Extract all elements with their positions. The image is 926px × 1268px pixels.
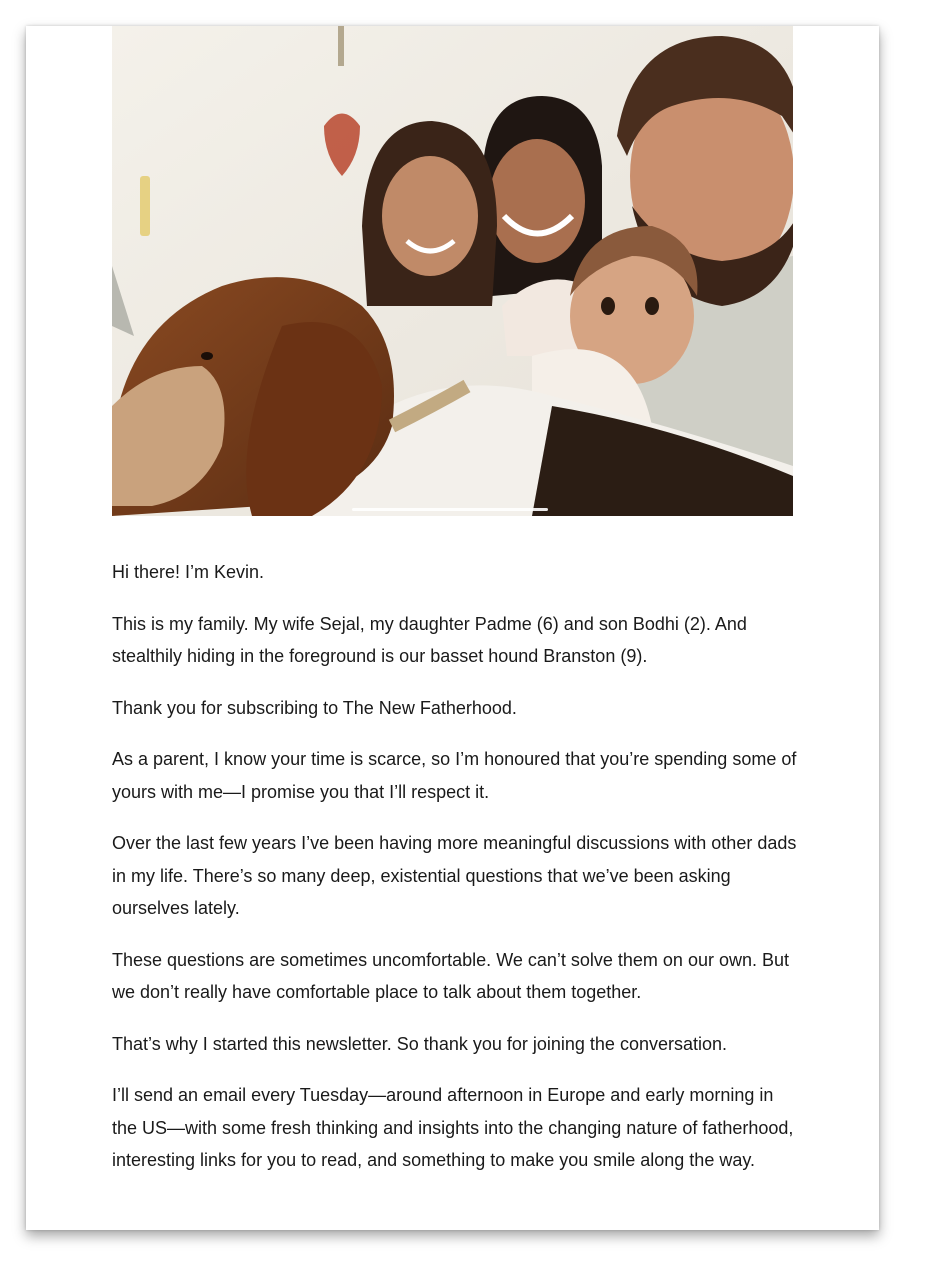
paragraph-time: As a parent, I know your time is scarce, so I’m honoured that you’re spending some of yours with me—I promise you that I’ll respect it. [112,749,797,802]
family-photo [112,26,793,516]
paragraph-questions: These questions are sometimes uncomfortable. We can’t solve them on our own. But we don’t really have comfortable place to talk about them together. [112,949,790,1002]
letter-body [112,556,802,1196]
paragraph-why: That’s why I started this newsletter. So thank you for joining the conversation. [112,1033,727,1054]
newsletter-card [26,26,879,1230]
paragraph-family: This is my family. My wife Sejal, my daughter Padme (6) and son Bodhi (2). And stealthily hiding in the foreground is our basset hound Branston (9). [112,613,747,666]
image-scrubber-bar [352,508,548,511]
paragraph-schedule: I’ll send an email every Tuesday—around afternoon in Europe and early morning in the US—with some fresh thinking and insights into the changing nature of fatherhood, interesting links for you to read, and something to make you smile along the way. [112,1085,794,1170]
bottom-fade [26,1204,879,1230]
paragraph-greeting: Hi there! I’m Kevin. [112,562,265,582]
paragraph-thanks: Thank you for subscribing to The New Fatherhood. [112,697,517,718]
paragraph-discussions: Over the last few years I’ve been having more meaningful discussions with other dads in my life. There’s so many deep, existential questions that we’ve been asking ourselves lately. [112,833,797,918]
